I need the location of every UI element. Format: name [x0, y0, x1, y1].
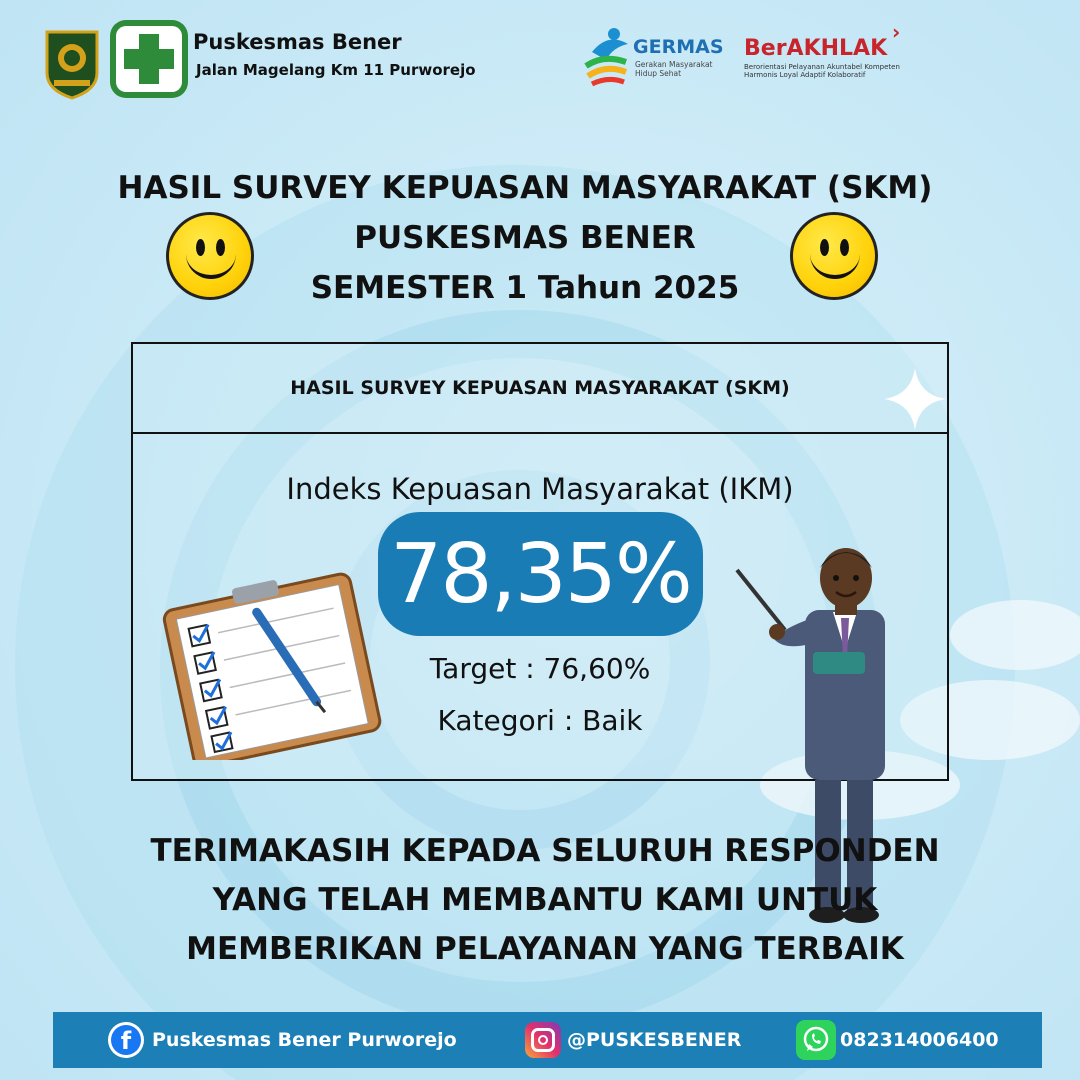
berakhlak-subtitle: Berorientasi Pelayanan Akuntabel Kompeten Harmonis Loyal Adaptif Kolaboratif: [744, 63, 900, 79]
result-box-heading: HASIL SURVEY KEPUASAN MASYARAKAT (SKM): [133, 344, 947, 434]
whatsapp-icon: [796, 1020, 836, 1060]
category-value: Kategori : Baik: [437, 704, 643, 737]
whatsapp-label: 082314006400: [840, 1029, 999, 1051]
ikm-value-badge: [378, 512, 703, 636]
footer-bar: [53, 1012, 1042, 1068]
org-name: Puskesmas Bener: [193, 30, 402, 54]
regency-seal-icon: [42, 28, 102, 100]
ikm-value: 78,35%: [390, 526, 691, 622]
instagram-icon: [525, 1022, 561, 1058]
page-title-line2: PUSKESMAS BENER: [354, 220, 696, 256]
target-value: Target : 76,60%: [429, 652, 651, 685]
berakhlak-title: BerAKHLAK: [744, 36, 888, 61]
clipboard-icon: [158, 570, 388, 760]
page-title-line1: HASIL SURVEY KEPUASAN MASYARAKAT (SKM): [117, 170, 933, 206]
cloud-decoration: [950, 600, 1080, 670]
germas-subtitle: Gerakan Masyarakat Hidup Sehat: [635, 60, 713, 78]
thanks-line1: TERIMAKASIH KEPADA SELURUH RESPONDEN: [150, 833, 940, 869]
page-title-line3: SEMESTER 1 Tahun 2025: [310, 270, 740, 306]
facebook-icon: f: [108, 1022, 144, 1058]
sparkle-icon: [884, 368, 946, 430]
org-address: Jalan Magelang Km 11 Purworejo: [196, 61, 476, 79]
teacher-illustration: [735, 540, 905, 930]
chevron-right-icon: ›: [892, 20, 901, 44]
germas-title: GERMAS: [633, 36, 724, 58]
puskesmas-cross-icon: [110, 20, 188, 98]
thanks-line3: MEMBERIKAN PELAYANAN YANG TERBAIK: [186, 931, 904, 967]
whatsapp-link[interactable]: [796, 1020, 999, 1060]
ikm-label: Indeks Kepuasan Masyarakat (IKM): [286, 472, 794, 506]
instagram-label: @PUSKESBENER: [567, 1029, 742, 1051]
smiley-icon: [166, 212, 254, 300]
facebook-label: Puskesmas Bener Purworejo: [152, 1029, 457, 1051]
facebook-link[interactable]: [108, 1022, 457, 1058]
thanks-line2: YANG TELAH MEMBANTU KAMI UNTUK: [212, 882, 878, 918]
smiley-icon: [790, 212, 878, 300]
instagram-link[interactable]: [525, 1022, 741, 1058]
